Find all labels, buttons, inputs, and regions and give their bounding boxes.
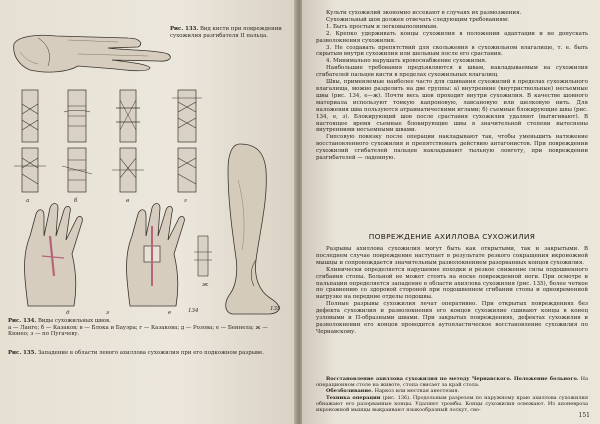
fig-letter-g: ж bbox=[202, 282, 209, 288]
fig-letter-e: д bbox=[66, 310, 70, 316]
anesthesia-text: Наркоз или местная анестезия. bbox=[374, 388, 460, 395]
paragraph: Культи сухожилий экономно иссекают в случаях их размозжения. bbox=[326, 10, 522, 16]
suture-sketch-a bbox=[22, 90, 38, 142]
page-number: 151 bbox=[578, 412, 590, 419]
operation-position-text: На операционном столе на животе, стопа свисает за край стола. bbox=[316, 376, 588, 389]
fig134-caption bbox=[8, 318, 290, 338]
fig-letter-d: г bbox=[184, 198, 187, 204]
palm-sketch-right bbox=[127, 204, 185, 317]
fig-letter-b: б bbox=[74, 198, 78, 204]
paragraph: Гипсовую повязку после операции накладывают так, чтобы уменьшить натяжение восстановленного сухожилия и препятствовать действию антагонистов. При повреждении сухожилий сгибателей пальцев накладывают тыльную лонгету, при повреждении разгибателей — ладонную. bbox=[316, 134, 588, 162]
technique-title: Техника операции bbox=[326, 394, 381, 401]
suture-sketch-c bbox=[116, 90, 140, 142]
suture-sketch-f bbox=[62, 148, 92, 192]
fig133-hand-illustration bbox=[8, 14, 178, 84]
suture-sketch-e bbox=[14, 148, 46, 192]
paragraph: Полные разрывы сухожилия лечат оперативно. При открытых повреждениях без дефекта сухожилия и разволокнения его концов сухожилие сшивают концы в конец узловыми и П-образными швами. При закрытых повреждениях, дефектах сухожилия и разволокнении его концов проводится аутопластическое восстановление сухожилия по Чернавскому. bbox=[316, 301, 588, 335]
fig133-caption bbox=[170, 26, 288, 39]
suture-sketch-d bbox=[172, 90, 202, 142]
fig-letter-f: е bbox=[168, 310, 172, 316]
fig134-caption-title: Виды сухожильных швов. bbox=[37, 318, 111, 324]
palm-sketch-left bbox=[25, 204, 83, 317]
fig133-caption-text: Вид кисти при повреждении сухожилия разгибателя II пальца. bbox=[170, 26, 282, 39]
paragraph: 3. Не создавать препятствий для скольжения в сухожильном влагалище, т. е. быть скрытым внутри сухожилия или шельным после его срастания. bbox=[316, 44, 588, 58]
suture-sketch-h bbox=[178, 148, 196, 192]
suture-sketch-b bbox=[64, 90, 90, 142]
fig135-caption-number: Рис. 135. bbox=[8, 350, 37, 356]
paragraph: 1. Быть простым и легковыполнимым. bbox=[326, 23, 438, 30]
fig-letter-h: з bbox=[106, 310, 109, 316]
fig135-caption bbox=[8, 350, 290, 357]
fig-letter-c: в bbox=[126, 198, 130, 204]
right-page bbox=[302, 0, 600, 424]
operation-description bbox=[316, 376, 588, 413]
paragraph: Сухожильный шов должен отвечать следующим требованиям: bbox=[326, 16, 509, 23]
paragraph: Наибольшие требования предъявляются к швам, накладываемым на сухожилия сгибателей пальцев кисти в пределах сухожильных влагалищ. bbox=[316, 65, 588, 79]
paragraph: Клинически определяется нарушение походки и резкое снижение силы подошвенного сгибания стопы. Больной не может стоять на носке поврежденной ноги. При осмотре и пальпации определяется западение в области ахиллова сухожилия (рис. 135), более четкое по сравнению со здоровой стороной при подошвенном сгибании стопы и одновременной нагрузке на передние отделы подошвы. bbox=[316, 266, 588, 301]
paragraph: Разрывы ахиллова сухожилия могут быть как открытыми, так и закрытыми. В последнем случае повреждение наступает в результате резкого сокращения икроножной мышцы и сопровождается значительным разволокнением разорванных концов сухожилия. bbox=[316, 246, 588, 266]
paragraph: 2. Крепко удерживать концы сухожилия в положении адаптации и не допускать разволокнения сухожилия. bbox=[316, 30, 588, 44]
technique-text: (рис. 136). Продольным разрезом по наружному краю ахиллова сухожилия обнажают его разорванные концы. Удаляют тромбы. Концы сухожилия освежают. Из апоневроза икроножной мышцы выкраивают языкообразный лоскут, сво- bbox=[316, 394, 588, 414]
fig-letter-a: а bbox=[26, 198, 30, 204]
section-heading: ПОВРЕЖДЕНИЕ АХИЛЛОВА СУХОЖИЛИЯ bbox=[368, 232, 536, 241]
fig135-number: 135 bbox=[270, 306, 281, 312]
anesthesia-title: Обезболивание. bbox=[326, 388, 373, 395]
body-text-bottom bbox=[316, 246, 588, 336]
fig133-caption-number: Рис. 133. bbox=[170, 26, 199, 32]
fig134-number: 134 bbox=[188, 308, 199, 314]
left-page bbox=[0, 0, 296, 424]
fig134-caption-number: Рис. 134. bbox=[8, 318, 37, 324]
suture-sketch-g bbox=[112, 148, 144, 192]
fig135-leg-illustration bbox=[210, 140, 294, 320]
paragraph: Швы, применяемые наиболее часто для сшивания сухожилий в пределах сухожильного влагалища, можно разделить на две группы: а) внутренние (внутриствольные) несъемные швы (рис. 134, е—ж). Почти весь шов проходит внутри сухожилия. В качестве шовного материала используют тонкую капроновую, лавсановую или шелковую нить. Для наложения шва пользуются атравматическими иглами; б) съемные блокирующие швы (рис. 134, е, з). Блокирующий шов после срастания сухожилия удаляют (вытягивают). В настоящее время съемные блокирующие швы в значительной степени вытеснены внутренними несъемными швами. bbox=[316, 79, 588, 134]
fig135-caption-text: Западение в области левого ахиллова сухожилия при его подкожном разрыве. bbox=[37, 350, 264, 356]
body-text-top bbox=[316, 10, 588, 162]
paragraph: 4. Минимально нарушать кровоснабжение сухожилия. bbox=[326, 58, 487, 65]
operation-method-title: Восстановление ахиллова сухожилия по методу Чернавского. Положение больного. bbox=[326, 376, 579, 382]
fig134-caption-parts: а — Ланге; б — Казаков; в — Блока и Бауэра; г — Казакова; д — Розова; е — Беннела; ж — Кюнео; з — по Пугачеву. bbox=[8, 324, 268, 338]
